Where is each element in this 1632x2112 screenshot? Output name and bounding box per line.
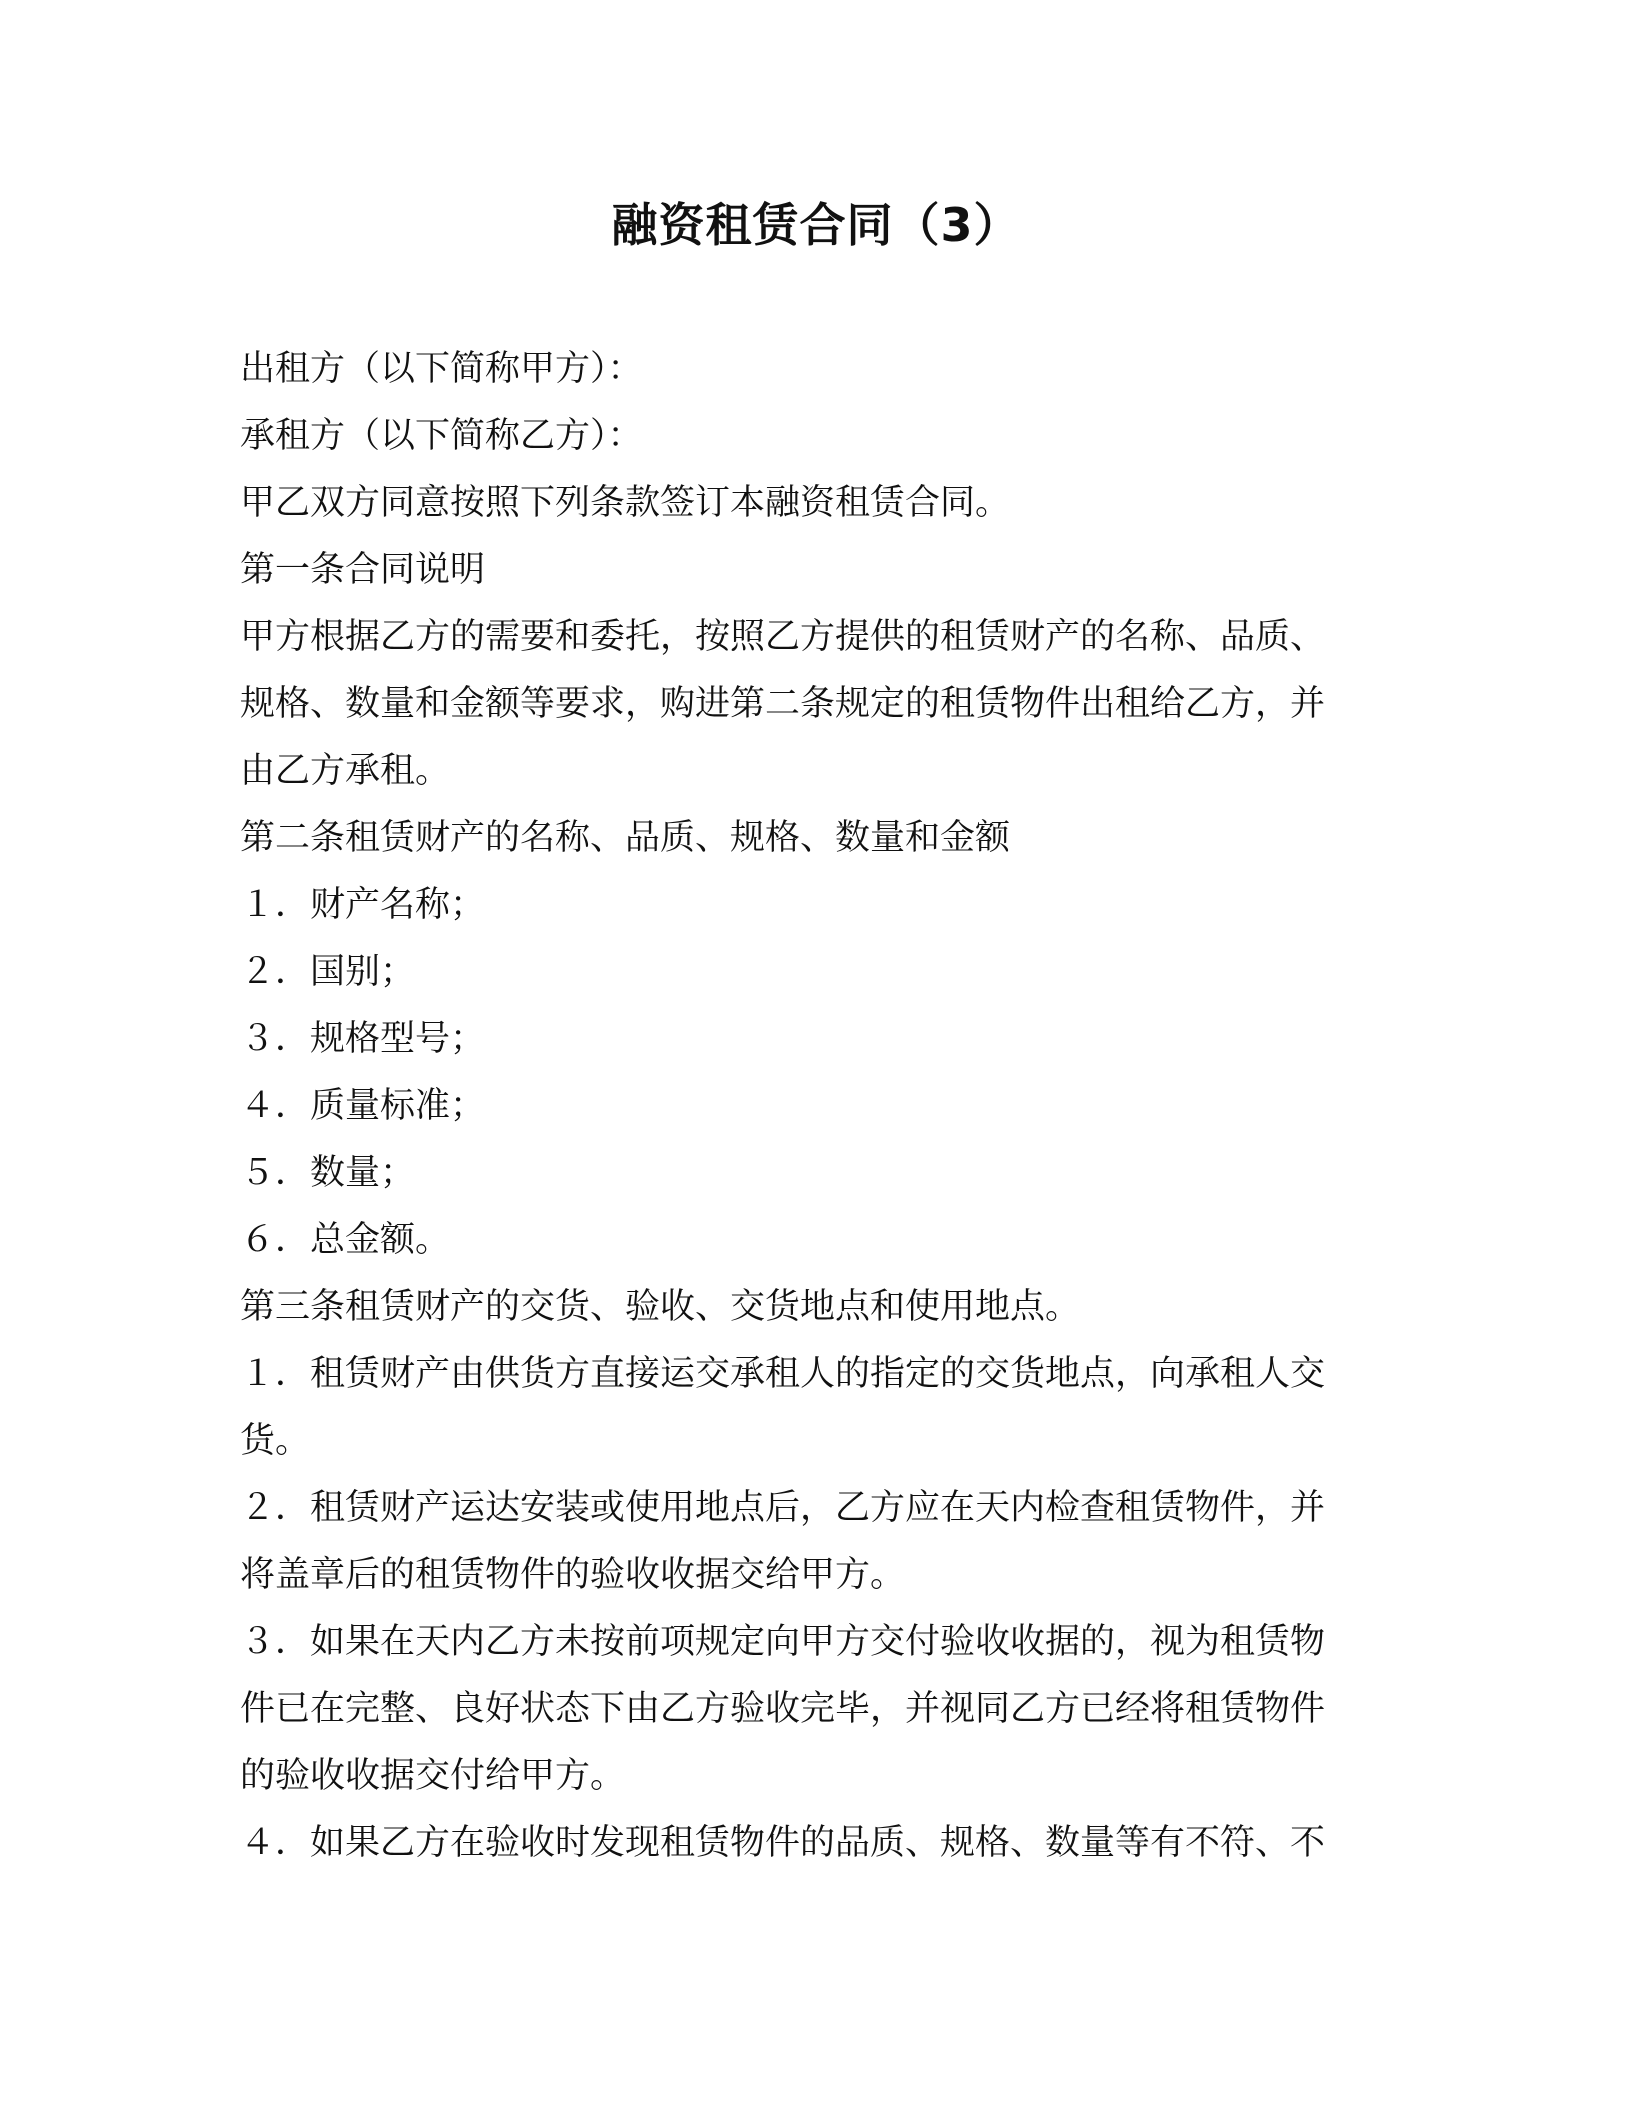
article-1-text-line-1: 甲方根据乙方的需要和委托，按照乙方提供的租赁财产的名称、品质、 [240, 617, 1326, 657]
article-2-heading: 第二条租赁财产的名称、品质、规格、数量和金额 [240, 818, 1011, 858]
article-3-item-1-line-2: 货。 [240, 1421, 311, 1461]
party-b-line: 承租方（以下简称乙方）： [240, 416, 643, 456]
article-1-text-line-3: 由乙方承租。 [240, 751, 451, 791]
article-1-text-line-2: 规格、数量和金额等要求，购进第二条规定的租赁物件出租给乙方，并 [240, 684, 1326, 724]
agreement-intro: 甲乙双方同意按照下列条款签订本融资租赁合同。 [240, 483, 1011, 523]
article-3-item-4-line-1: ４．如果乙方在验收时发现租赁物件的品质、规格、数量等有不符、不 [240, 1823, 1326, 1863]
article-3-item-1-line-1: １．租赁财产由供货方直接运交承租人的指定的交货地点，向承租人交 [240, 1354, 1326, 1394]
list-item-2: ２．国别； [240, 952, 416, 992]
article-3-heading: 第三条租赁财产的交货、验收、交货地点和使用地点。 [240, 1287, 1081, 1327]
document-title: 融资租赁合同（3） [611, 198, 1021, 252]
article-1-heading: 第一条合同说明 [240, 550, 486, 590]
article-3-item-3-line-2: 件已在完整、良好状态下由乙方验收完毕，并视同乙方已经将租赁物件 [240, 1689, 1326, 1729]
list-item-5: ５．数量； [240, 1153, 416, 1193]
party-a-line: 出租方（以下简称甲方）： [240, 349, 643, 389]
article-3-item-2-line-2: 将盖章后的租赁物件的验收收据交给甲方。 [240, 1555, 906, 1595]
list-item-1: １．财产名称； [240, 885, 486, 925]
article-3-item-2-line-1: ２．租赁财产运达安装或使用地点后，乙方应在天内检查租赁物件，并 [240, 1488, 1326, 1528]
article-3-item-3-line-1: ３．如果在天内乙方未按前项规定向甲方交付验收收据的，视为租赁物 [240, 1622, 1326, 1662]
list-item-4: ４．质量标准； [240, 1086, 486, 1126]
article-3-item-3-line-3: 的验收收据交付给甲方。 [240, 1756, 626, 1796]
list-item-3: ３．规格型号； [240, 1019, 486, 1059]
list-item-6: ６．总金额。 [240, 1220, 451, 1260]
document-body [240, 336, 1400, 1877]
